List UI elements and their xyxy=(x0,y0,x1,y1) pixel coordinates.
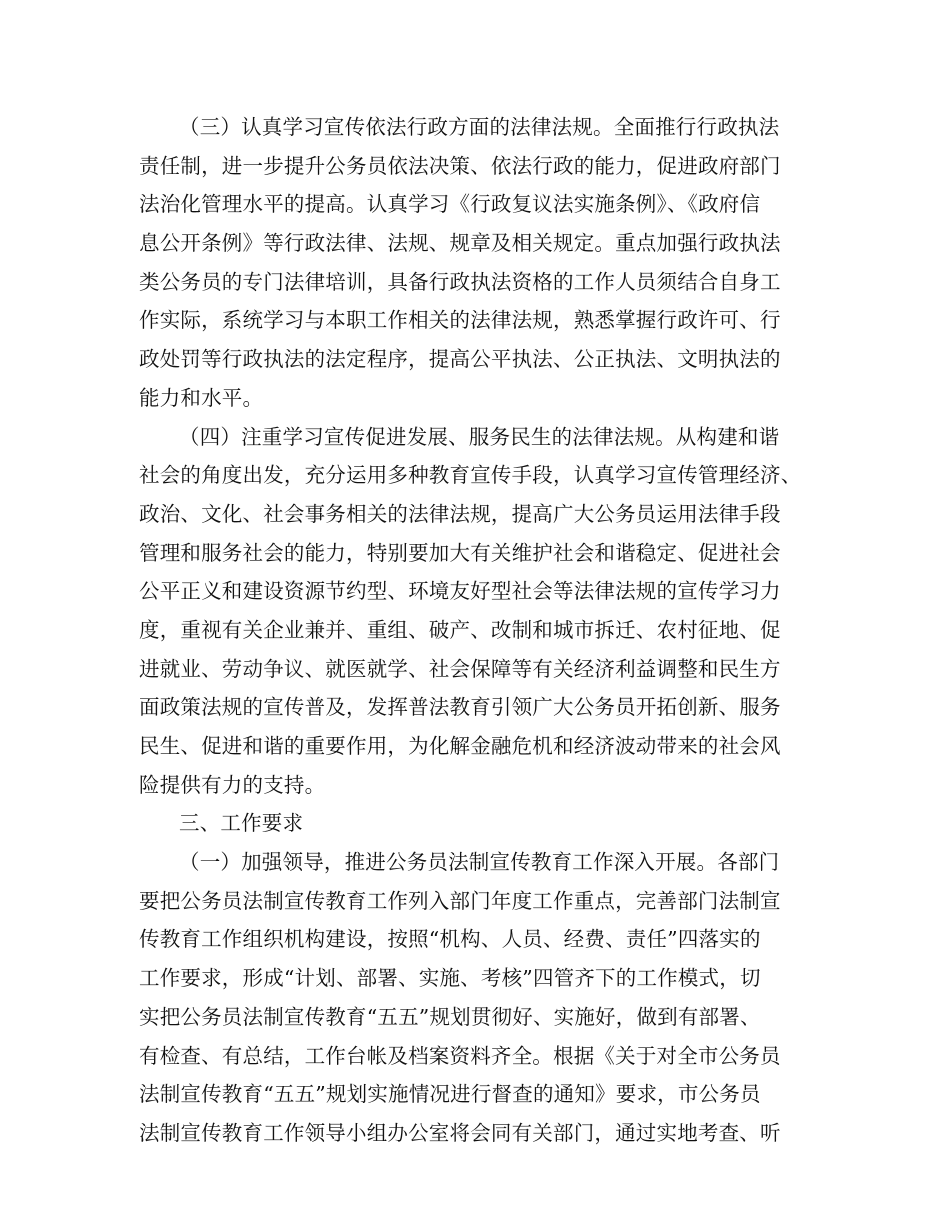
text-line: （一）加强领导，推进公务员法制宣传教育工作深入开展。各部门 xyxy=(179,850,780,875)
text-line: 工作要求，形成“计划、部署、实施、考核”四管齐下的工作模式，切 xyxy=(139,966,761,991)
text-line: 面政策法规的宣传普及，发挥普法教育引领广大公务员开拓创新、服务 xyxy=(139,695,781,720)
text-line: 民生、促进和谐的重要作用，为化解金融危机和经济波动带来的社会风 xyxy=(139,734,781,758)
text-line: 法制宣传教育工作领导小组办公室将会同有关部门，通过实地考查、听 xyxy=(139,1120,781,1145)
text-line: 政处罚等行政执法的法定程序，提高公平执法、公正执法、文明执法的 xyxy=(139,347,781,372)
text-line: 传教育工作组织机构建设，按照“机构、人员、经费、责任”四落实的 xyxy=(139,927,761,952)
text-line: 作实际，系统学习与本职工作相关的法律法规，熟悉掌握行政许可、行 xyxy=(139,308,781,333)
text-line: 能力和水平。 xyxy=(139,385,264,410)
text-line: 类公务员的专门法律培训，具备行政执法资格的工作人员须结合自身工 xyxy=(139,269,781,294)
text-line: 实把公务员法制宣传教育“五五”规划贯彻好、实施好，做到有部署、 xyxy=(139,1004,761,1029)
text-line: 责任制，进一步提升公务员依法决策、依法行政的能力，促进政府部门 xyxy=(139,153,781,178)
text-line: 政治、文化、社会事务相关的法律法规，提高广大公务员运用法律手段 xyxy=(139,501,781,526)
text-line: 要把公务员法制宣传教育工作列入部门年度工作重点，完善部门法制宣 xyxy=(139,888,781,913)
text-line: 管理和服务社会的能力，特别要加大有关维护社会和谐稳定、促进社会 xyxy=(139,540,781,565)
text-line: 公平正义和建设资源节约型、环境友好型社会等法律法规的宣传学习力 xyxy=(139,579,781,604)
text-line: 险提供有力的支持。 xyxy=(139,772,326,797)
text-line: （三）认真学习宣传依法行政方面的法律法规。全面推行行政执法 xyxy=(179,115,780,139)
text-line: 度，重视有关企业兼并、重组、破产、改制和城市拆迁、农村征地、促 xyxy=(139,617,781,642)
text-line: （四）注重学习宣传促进发展、服务民生的法律法规。从构建和谐 xyxy=(179,424,780,449)
text-line: 进就业、劳动争议、就医就学、社会保障等有关经济利益调整和民生方 xyxy=(139,656,781,681)
text-line: 三、工作要求 xyxy=(179,811,304,836)
text-line: 有检查、有总结，工作台帐及档案资料齐全。根据《关于对全市公务员 xyxy=(139,1043,781,1068)
text-line: 息公开条例》等行政法律、法规、规章及相关规定。重点加强行政执法 xyxy=(139,231,781,256)
text-line: 法制宣传教育“五五”规划实施情况进行督查的通知》要求，市公务员 xyxy=(139,1082,761,1107)
text-line: 法治化管理水平的提高。认真学习《行政复议法实施条例》、《政府信 xyxy=(139,192,761,217)
document-page xyxy=(139,108,819,1153)
text-line: 社会的角度出发，充分运用多种教育宣传手段，认真学习宣传管理经济、 xyxy=(139,463,802,488)
